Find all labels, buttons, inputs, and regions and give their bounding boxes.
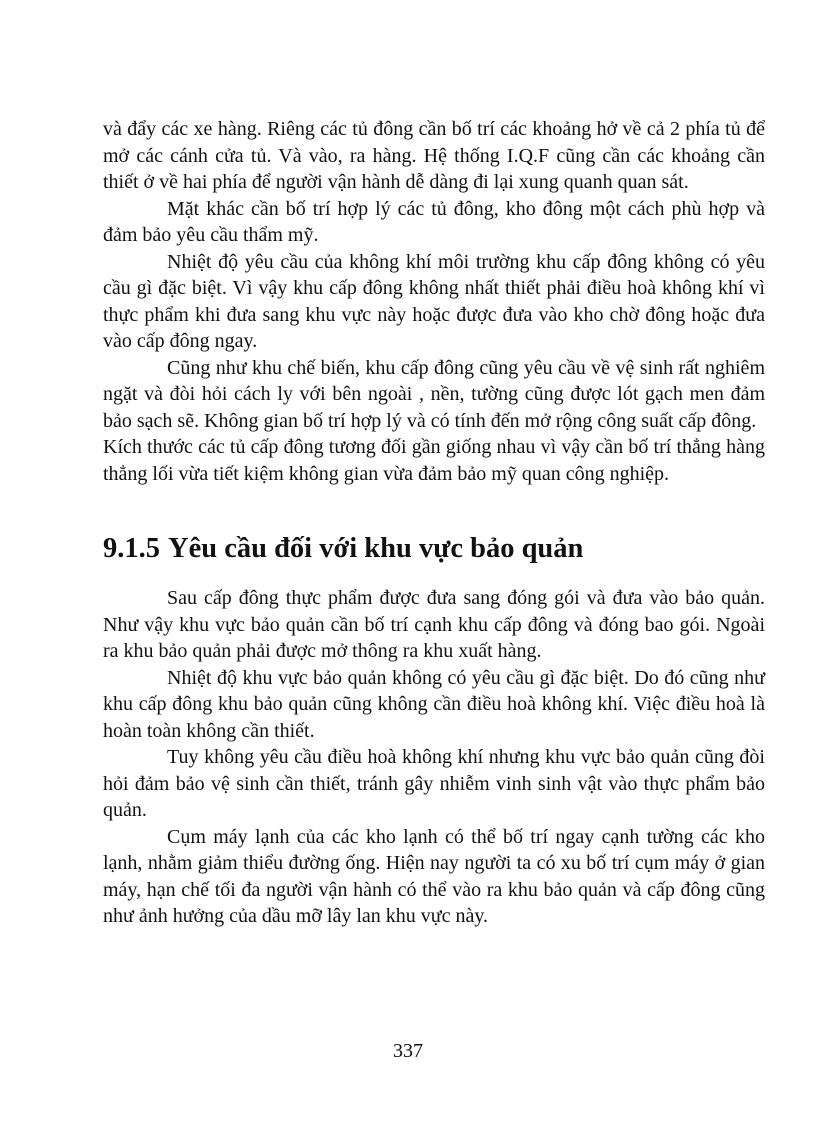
- paragraph: Mặt khác cần bố trí hợp lý các tủ đông, kho đông một cách phù hợp và đảm bảo yêu cầu thẩm mỹ.: [103, 197, 765, 246]
- page-body: [103, 116, 765, 930]
- paragraph: Cũng như khu chế biến, khu cấp đông cũng yêu cầu về vệ sinh rất nghiêm ngặt và đòi hỏi cách ly với bên ngoài , nền, tường cũng được lót gạch men đảm bảo sạch sẽ. Không gian bố trí hợp lý và có tính đến mở rộng công suất cấp đông.: [103, 356, 765, 432]
- section-number: 9.1.5: [103, 533, 160, 564]
- page-number: 337: [393, 1040, 423, 1062]
- paragraph: Tuy không yêu cầu điều hoà không khí nhưng khu vực bảo quản cũng đòi hỏi đảm bảo vệ sinh cần thiết, tránh gây nhiễm vinh sinh vật vào thực phẩm bảo quản.: [103, 746, 765, 821]
- paragraph: và đẩy các xe hàng. Riêng các tủ đông cần bố trí các khoảng hở về cả 2 phía tủ để mở các cánh cửa tủ. Và vào, ra hàng. Hệ thống I.Q.F cũng cần các khoảng cần thiết ở về hai phía để người vận hành dễ dàng đi lại xung quanh quan sát.: [103, 118, 765, 193]
- paragraph: Nhiệt độ khu vực bảo quản không có yêu cầu gì đặc biệt. Do đó cũng như khu cấp đông khu bảo quản cũng không cần điều hoà không khí. Việc điều hoà là hoàn toàn không cần thiết.: [103, 666, 765, 742]
- paragraph: Cụm máy lạnh của các kho lạnh có thể bố trí ngay cạnh tường các kho lạnh, nhằm giảm thiểu đường ống. Hiện nay người ta có xu bố trí cụm máy ở gian máy, hạn chế tối đa người vận hành có thể vào ra khu bảo quản và cấp đông cũng như ảnh hưởng của dầu mỡ lây lan khu vực này.: [103, 825, 765, 927]
- paragraph: Sau cấp đông thực phẩm được đưa sang đóng gói và đưa vào bảo quản. Như vậy khu vực bảo quản cần bố trí cạnh khu cấp đông và đóng bao gói. Ngoài ra khu bảo quản phải được mở thông ra khu xuất hàng.: [103, 587, 765, 662]
- section-heading: [103, 531, 765, 567]
- section-title: Yêu cầu đối với khu vực bảo quản: [168, 533, 584, 564]
- paragraph: Kích thước các tủ cấp đông tương đối gần giống nhau vì vậy cần bố trí thẳng hàng thẳng lối vừa tiết kiệm không gian vừa đảm bảo mỹ quan công nghiệp.: [103, 436, 765, 485]
- paragraph: Nhiệt độ yêu cầu của không khí môi trường khu cấp đông không có yêu cầu gì đặc biệt. Vì vậy khu cấp đông không nhất thiết phải điều hoà không khí vì thực phẩm khi đưa sang khu vực này hoặc được đưa vào kho chờ đông hoặc đưa vào cấp đông ngay.: [103, 250, 765, 352]
